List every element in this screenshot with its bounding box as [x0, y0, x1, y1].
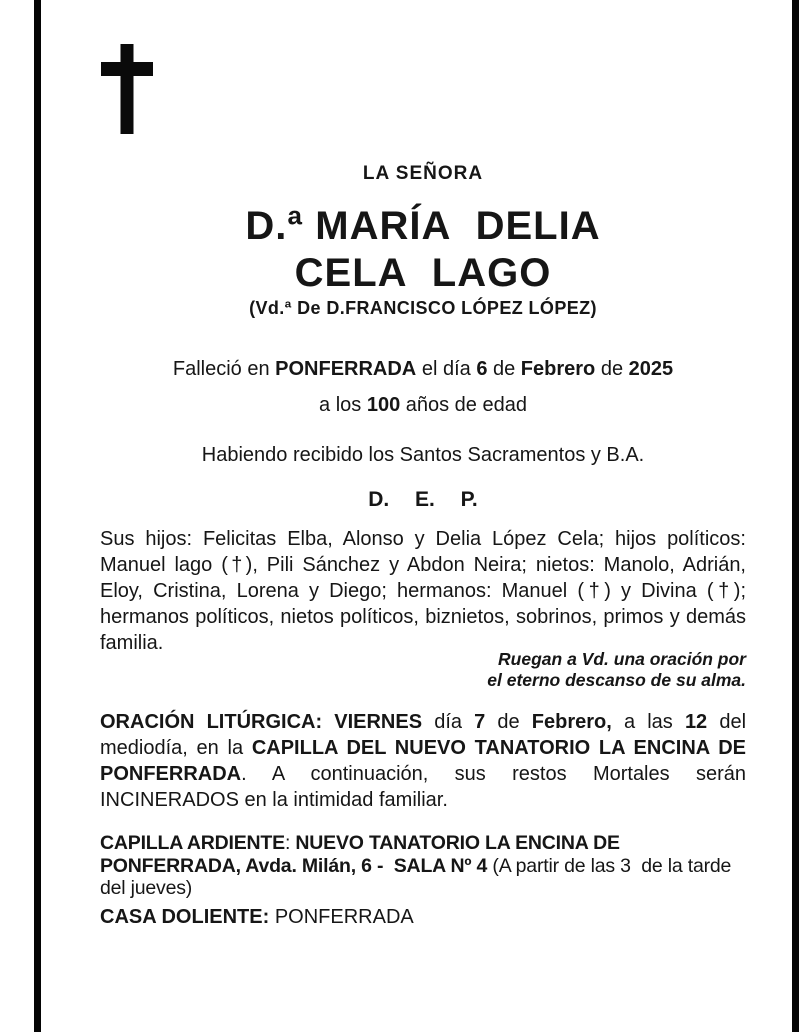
- liturgy-paragraph: ORACIÓN LITÚRGICA: VIERNES día 7 de Febrero, a las 12 del mediodía, en la CAPILLA DEL NUEVO TANATORIO LA ENCINA DE PONFERRADA. A continuación, sus restos Mortales serán INCINERADOS en la intimidad familiar.: [100, 711, 747, 811]
- left-border-bar: [34, 0, 41, 1032]
- family-paragraph: Sus hijos: Felicitas Elba, Alonso y Delia López Cela; hijos políticos: Manuel lago (†), Pili Sánchez y Abdon Neira; nietos: Manolo, Adrián, Eloy, Cristina, Lorena y Diego; hermanos: Manuel (†) y Divina (†); hermanos políticos, nietos políticos, biznietos, sobrinos, primos y demás familia.: [100, 528, 746, 654]
- mourning-house-line: CASA DOLIENTE: PONFERRADA: [100, 906, 414, 928]
- dep-abbreviation: D. E. P.: [368, 488, 478, 511]
- right-border-bar: [792, 0, 799, 1032]
- deceased-name-line1: D.ª MARÍA DELIA: [245, 204, 601, 248]
- prayer-line-1: Ruegan a Vd. una oración por: [498, 649, 746, 669]
- wake-chapel-paragraph: CAPILLA ARDIENTE: NUEVO TANATORIO LA ENCINA DE PONFERRADA, Avda. Milán, 6 - SALA Nº 4 (A partir de las 3 de la tarde del jueves): [100, 832, 732, 899]
- obituary-content: [100, 0, 746, 1032]
- prayer-request: [100, 649, 746, 691]
- sacraments-line: Habiendo recibido los Santos Sacramentos y B.A.: [201, 444, 645, 466]
- prayer-line-2: el eterno descanso de su alma.: [487, 670, 746, 690]
- latin-cross-icon: [101, 44, 153, 134]
- widow-note: (Vd.ª De D.FRANCISCO LÓPEZ LÓPEZ): [249, 298, 597, 318]
- death-date-line: Falleció en PONFERRADA el día 6 de Febrero de 2025: [172, 358, 674, 380]
- pretitle: LA SEÑORA: [362, 163, 484, 184]
- deceased-name-line2: CELA LAGO: [294, 251, 552, 295]
- age-line: a los 100 años de edad: [319, 394, 527, 416]
